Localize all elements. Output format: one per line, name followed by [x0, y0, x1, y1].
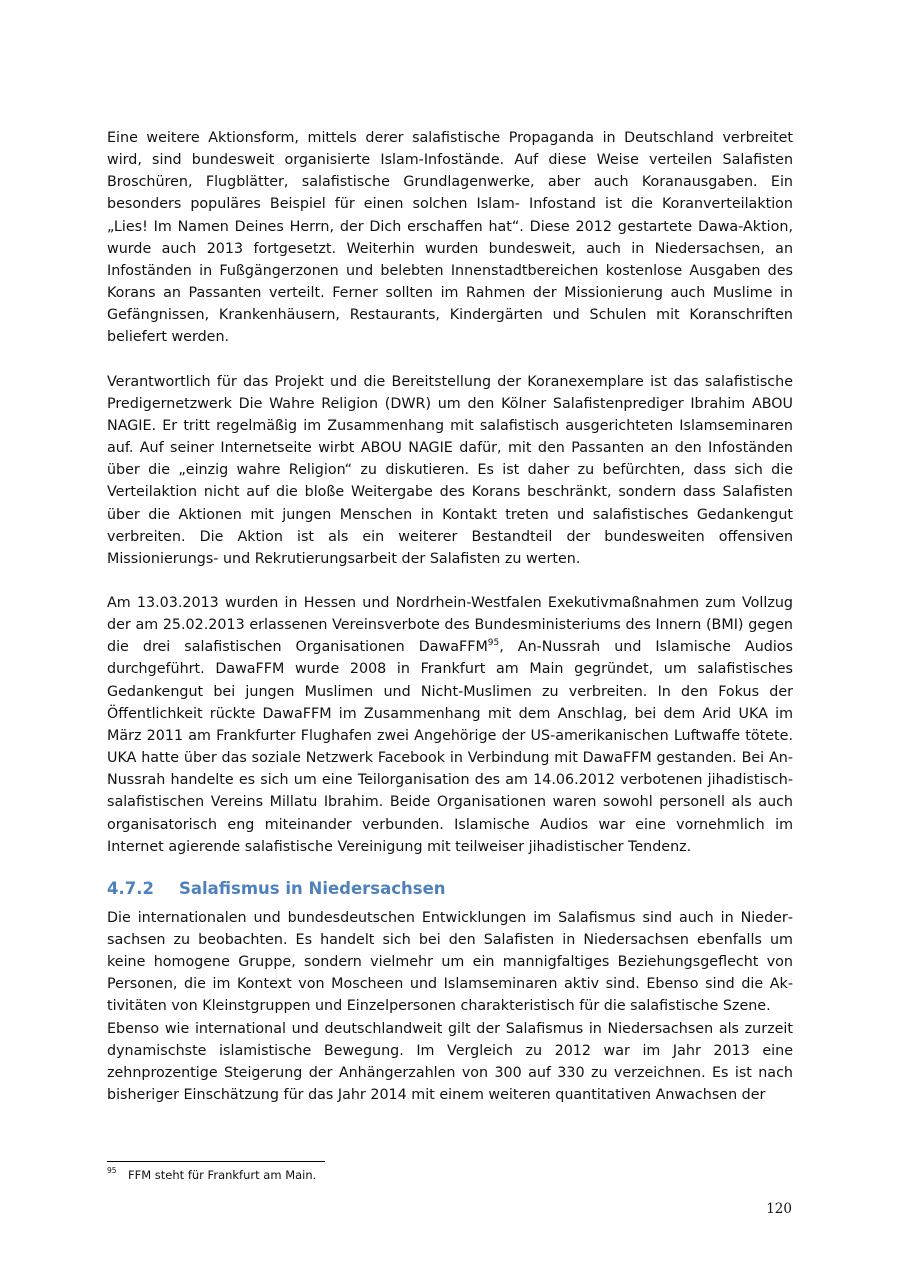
footnote: [107, 1168, 316, 1182]
footnote-divider: [107, 1161, 325, 1162]
paragraph-vereinsverbote-text-start: Am 13.03.2013 wurden in Hessen und Nordrhein-Westfalen Exekutivmaßnahmen zum Vollzug der am 25.02.2013 erlassenen Vereinsverbote des Bundesministeriums des Innern (BMI) gegen die drei salafistischen Organisationen DawaFFM: [107, 594, 793, 656]
paragraph-niedersachsen-intro: Die internationalen und bundesdeutschen Entwicklungen im Salafismus sind auch in Niedersachsen zu beobachten. Es handelt sich bei den Salafisten in Niedersachsen ebenfalls um keine homogene Gruppe, sondern vielmehr um ein mannigfaltiges Beziehungsgeflecht von Personen, die im Kontext von Moscheen und Islamseminaren aktiv sind. Ebenso sind die Aktivitäten von Kleinstgruppen und Einzelpersonen charakteristisch für die salafistische Szene.: [107, 909, 793, 1015]
footnote-reference[interactable]: 95: [487, 638, 500, 649]
paragraph-vereinsverbote-text-end: , An-Nussrah und Islamische Audios durchgeführt. DawaFFM wurde 2008 in Frankfurt am Main gegründet, um salafistisches Gedankengut bei jungen Muslimen und Nicht-Muslimen zu verbreiten. In den Fokus der Öffentlichkeit rückte DawaFFM im Zusammenhang mit dem Anschlag, bei dem Arid UKA im März 2011 am Frankfurter Flughafen zwei Angehörige der US-amerikanischen Luftwaffe tötete. UKA hatte über das soziale Netzwerk Facebook in Verbindung mit DawaFFM gestanden. Bei An-Nussrah handelte es sich um eine Teilorganisation des am 14.06.2012 verbotenen jihadistisch-salafistischen Vereins Millatu Ibrahim. Beide Organisationen waren sowohl personell als auch organisatorisch eng miteinander verbunden. Islamische Audios war eine vornehmlich im Internet agierende salafistische Vereinigung mit teilweiser jihadistischer Tendenz.: [107, 639, 793, 855]
paragraph-vereinsverbote: [107, 592, 793, 858]
paragraph-koranverteilaktion: Eine weitere Aktionsform, mittels derer salafistische Propaganda in Deutschland verbreitet wird, sind bundesweit organisierte Islam-Infostände. Auf diese Weise verteilen Salafisten Broschüren, Flugblätter, salafistische Grundlagenwerke, aber auch Koranausgaben. Ein besonders populäres Beispiel für einen solchen Islam- Infostand ist die Koranverteilaktion „Lies! Im Namen Deines Herrn, der Dich erschaffen hat“. Diese 2012 gestartete Dawa-Aktion, wurde auch 2013 fortgesetzt. Weiterhin wurden bundesweit, auch in Niedersachsen, an Infoständen in Fußgängerzonen und belebten Innenstadtbereichen kostenlose Ausgaben des Korans an Passanten verteilt. Ferner sollten im Rahmen der Missionierung auch Muslime in Gefängnissen, Krankenhäusern, Restaurants, Kindergärten und Schulen mit Koranschriften beliefert werden.: [107, 130, 793, 346]
paragraph-niedersachsen-growth: Ebenso wie international und deutschlandweit gilt der Salafismus in Niedersachsen als zurzeit dynamischste islamistische Bewegung. Im Vergleich zu 2012 war im Jahr 2013 eine zehnprozentige Steigerung der Anhängerzahlen von 300 auf 330 zu verzeichnen. Es ist nach bisheriger Einschätzung für das Jahr 2014 mit einem weiteren quantitativen Anwachsen der: [107, 1020, 793, 1104]
footnote-text: FFM steht für Frankfurt am Main.: [128, 1168, 317, 1182]
paragraph-dwr-network: Verantwortlich für das Projekt und die Bereitstellung der Koranexemplare ist das salafistische Predigernetzwerk Die Wahre Religion (DWR) um den Kölner Salafistenprediger Ibrahim ABOU NAGIE. Er tritt regelmäßig im Zusammenhang mit salafistisch ausgerichteten Islamseminaren auf. Auf seiner Internetseite wirbt ABOU NAGIE dafür, mit den Passanten an den Infoständen über die „einzig wahre Religion“ zu diskutieren. Es ist daher zu befürchten, dass sich die Verteilaktion nicht auf die bloße Weitergabe des Korans beschränkt, sondern dass Salafisten über die Aktionen mit jungen Menschen in Kontakt treten und salafistisches Gedankengut verbreiten. Die Aktion ist als ein weiterer Bestandteil der bundesweiten offensiven Missionierungs- und Rekrutierungsarbeit der Salafisten zu werten.: [107, 373, 793, 567]
section-heading: [107, 878, 793, 900]
section-title: Salafismus in Niedersachsen: [179, 878, 446, 898]
page-body: [107, 127, 793, 1106]
page-number: 120: [766, 1201, 792, 1217]
section-number: 4.7.2: [107, 878, 154, 898]
footnote-mark: 95: [107, 1166, 117, 1175]
